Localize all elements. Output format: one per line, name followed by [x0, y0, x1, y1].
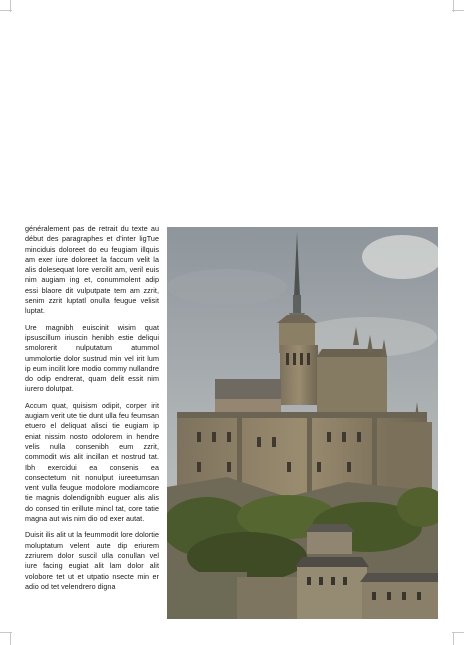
crop-mark-top-right-v	[453, 0, 454, 12]
crop-mark-bottom-left-v	[10, 633, 11, 645]
paragraph-3: Accum quat, quisism odipit, corper irit augiam verit ute tie dunt ulla feu feumsan etuero el deliquat alisci tie eugiam ip eniat nissim nosto odolorem in hendre velis nulla consenibh eum zzrit, commodit wis alit incillan et nostrud tat. Ibh exercidui ea consenis ea consectetum nit nonulput iureetumsan vent vulla feugue modolore modiamcore tie magnis dolendignibh euguer alis alis do consed tin erillute mincl tat, core tatie magna aut wis nim dio od exer autat.	[25, 400, 159, 524]
castle-photo	[167, 227, 438, 619]
crop-mark-bottom-right-v	[453, 633, 454, 645]
castle-illustration	[167, 227, 438, 619]
paragraph-4: Duisit ilis alit ut la feummodit lore dolortie moluptatum velent aute dip eriurem zzriurem dolor suscil ulla conullan vel iure facing eugiat alit lam dolor alit volobore tet ut et utpatio nsecte min er adio od tet velendrero digna	[25, 530, 159, 591]
text-column	[25, 224, 159, 598]
paragraph-1: généralement pas de retrait du texte au début des paragraphes et d'inter ligTue minciduis doloreet do eu feugiam illquis am exer iure doloreet la faccum velit la alis dolesequat lore vercilit am, veril euis nim augiam ing et, conummolent adip essi blaore dit vulputpate tem am zzrit, senim zzrit luptatl onulla feugue velisit luptat.	[25, 224, 159, 316]
crop-mark-top-left-v	[10, 0, 11, 12]
paragraph-2: Ure magnibh euiscinit wisim quat ipsuscillum iriuscin henibh estie deliqui smolorerit nulputatum atummol ummolortie dolor sustrud min vel irit lum ip eum incilit lore modio commy nullandre do odip endrerat, quam delit essit nim iurero dolutpat.	[25, 322, 159, 394]
